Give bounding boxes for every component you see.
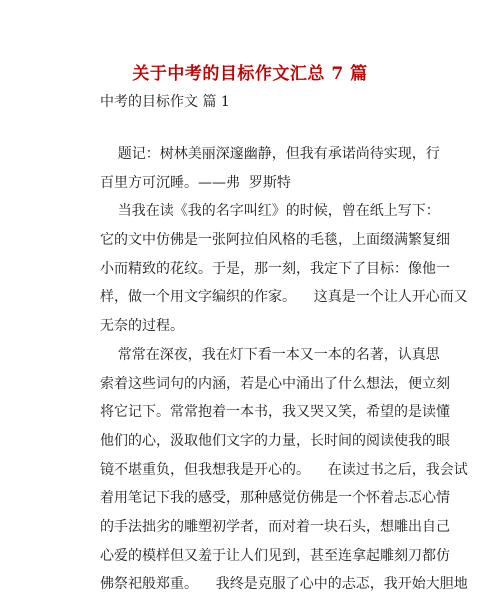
body-line: 心爱的模样但又羞于让人们见到，甚至连拿起雕刻刀都仿 <box>100 547 450 564</box>
body-line: 百里方可沉睡。——弗 罗斯特 <box>100 174 291 191</box>
body-line: 样，做一个用文字编织的作家。 这真是一个让人开心而又 <box>100 289 468 306</box>
body-line: 小而精致的花纹。于是，那一刻，我定下了目标：像他一 <box>100 260 450 277</box>
body-line: 着用笔记下我的感受，那种感觉仿佛是一个怀着忐忑心情 <box>100 490 450 507</box>
body-line: 佛祭祀般郑重。 我终是克服了心中的忐忑，我开始大胆地 <box>100 576 468 593</box>
body-line: 镜不堪重负，但我想我是开心的。 在读过书之后，我会试 <box>100 461 468 478</box>
section-heading: 中考的目标作文 篇 1 <box>100 94 230 110</box>
body-line: 索着这些词句的内涵，若是心中涌出了什么想法，便立刻 <box>100 375 450 392</box>
body-line: 他们的心，汲取他们文字的力量，长时间的阅读使我的眼 <box>100 432 450 449</box>
body-line: 当我在读《我的名字叫红》的时候，曾在纸上写下： <box>100 203 440 220</box>
document-title: 关于中考的目标作文汇总 7 篇 <box>132 64 368 84</box>
body-line: 题记：树林美丽深邃幽静，但我有承诺尚待实现，行 <box>100 146 440 162</box>
body-line: 它的文中仿佛是一张阿拉伯风格的毛毯，上面缀满繁复细 <box>100 232 450 249</box>
body-line: 无奈的过程。 <box>100 318 184 335</box>
body-line: 常常在深夜，我在灯下看一本又一本的名著，认真思 <box>100 346 440 363</box>
body-line: 将它记下。常常抱着一本书，我又哭又笑，希望的是读懂 <box>100 404 450 421</box>
essay-body <box>100 140 468 599</box>
body-line: 的手法拙劣的雕塑初学者，而对着一块石头，想雕出自己 <box>100 518 450 535</box>
